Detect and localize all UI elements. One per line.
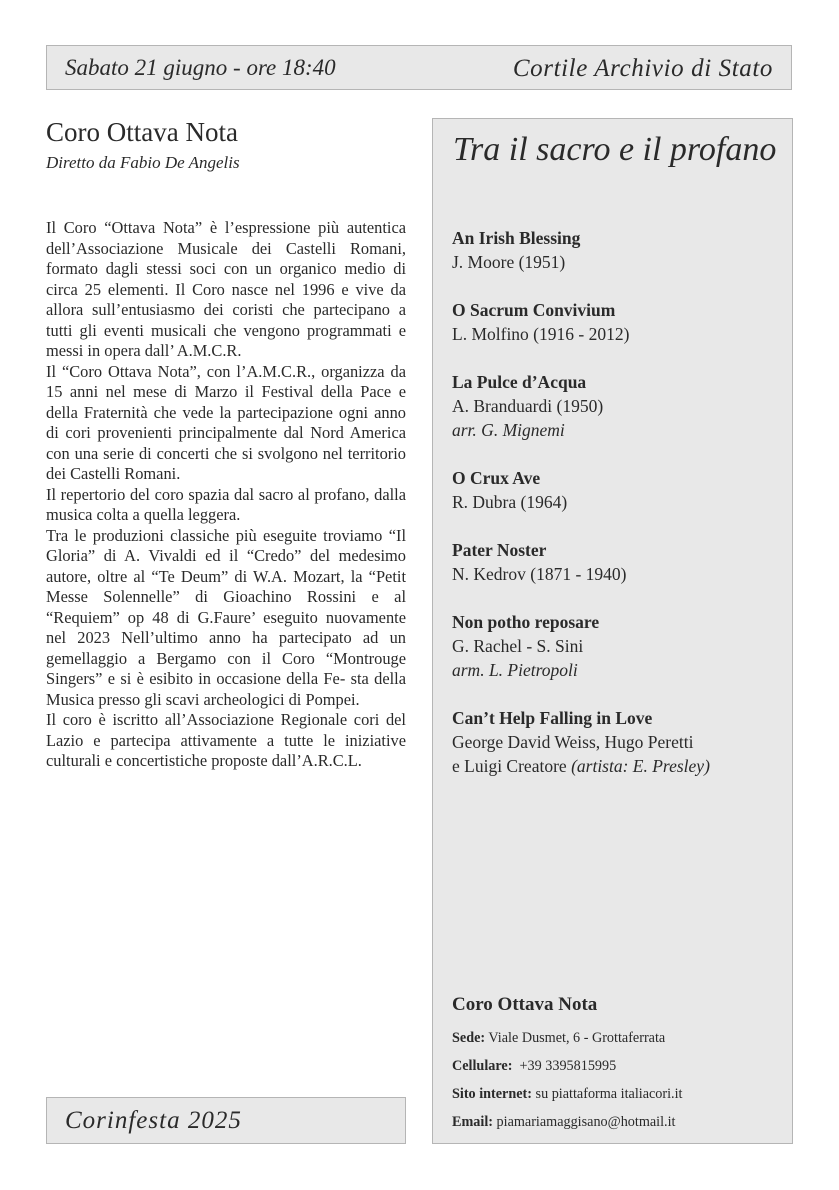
bio-paragraph: Il “Coro Ottava Nota”, con l’A.M.C.R., organizza da 15 anni nel mese di Marzo il Festival della Pace e della Fraternità che vede la partecipazione ogni anno di cori provenienti principalmente dal Nord America con una serie di concerti che si svolgono nel territorio dei Castelli Romani. xyxy=(46,361,406,483)
header-bar xyxy=(46,45,792,90)
contact-info xyxy=(452,994,787,1136)
piece-artist-note: (artista: E. Presley) xyxy=(571,756,710,776)
piece-composer: A. Branduardi (1950) xyxy=(452,396,604,416)
program-item xyxy=(452,538,782,586)
phone-label: Cellulare: xyxy=(452,1058,513,1074)
website-label: Sito internet: xyxy=(452,1086,532,1102)
program-item xyxy=(452,226,782,274)
bio-paragraph: Il Coro “Ottava Nota” è l’espressione più autentica dell’Associazione Musicale dei Castelli Romani, formato dagli stessi soci con un organico medio di circa 25 elementi. Il Coro nasce nel 1996 e vive da allora sull’entusiasmo dei coristi che partecipano a tutti gli eventi musicali che vengono programmati e messi in opera dall’ A.M.C.R. xyxy=(46,218,406,360)
piece-title: La Pulce d’Acqua xyxy=(452,372,587,392)
contact-email xyxy=(452,1108,787,1136)
piece-composer-line2: e Luigi Creatore xyxy=(452,756,567,776)
address-value: Viale Dusmet, 6 - Grottaferrata xyxy=(488,1030,666,1046)
piece-title: Can’t Help Falling in Love xyxy=(452,708,653,728)
festival-name: Corinfesta 2025 xyxy=(65,1107,242,1134)
bio-paragraph: Il coro è iscritto all’Associazione Regionale cori del Lazio e partecipa attivamente a tutte le iniziative culturali e concertistiche proposte dall’A.R.C.L. xyxy=(46,710,406,770)
program-item xyxy=(452,466,782,514)
piece-arranger: arm. L. Pietropoli xyxy=(452,660,578,680)
piece-composer: N. Kedrov (1871 - 1940) xyxy=(452,564,627,584)
piece-title: Non potho reposare xyxy=(452,612,600,632)
contact-title: Coro Ottava Nota xyxy=(452,994,598,1015)
contact-address xyxy=(452,1024,787,1052)
program-title: Tra il sacro e il profano xyxy=(453,131,777,168)
phone-value: +39 3395815995 xyxy=(519,1058,617,1074)
piece-composer: L. Molfino (1916 - 2012) xyxy=(452,324,630,344)
choir-biography xyxy=(46,218,406,772)
event-venue: Cortile Archivio di Stato xyxy=(512,55,773,82)
email-value: piamariamaggisano@hotmail.it xyxy=(496,1114,676,1130)
piece-composer: J. Moore (1951) xyxy=(452,252,566,272)
piece-title: Pater Noster xyxy=(452,540,547,560)
piece-composer: George David Weiss, Hugo Peretti xyxy=(452,732,694,752)
footer-bar xyxy=(46,1097,406,1144)
website-value: su piattaforma italiacori.it xyxy=(535,1086,683,1102)
choir-title: Coro Ottava Nota xyxy=(46,117,238,147)
bio-paragraph: Il repertorio del coro spazia dal sacro al profano, dalla musica colta a quella leggera. xyxy=(46,484,406,524)
program-item xyxy=(452,370,782,442)
bio-paragraph: Tra le produzioni classiche più eseguite troviamo “Il Gloria” di A. Vivaldi ed il “Credo” del medesimo autore, oltre al “Te Deum” di W.A. Mozart, la “Petit Messe Solennelle” di Gioachino Rossini e al “Requiem” op 48 di G.Faure’ eseguito nuovamente nel 2023 Nell’ultimo anno ha partecipato ad un gemellaggio a Bergamo con il Coro “Montrouge Singers” e si è esibito in occasione della Fe- sta della Musica presso gli scavi archeologici di Pompei. xyxy=(46,525,406,709)
contact-phone xyxy=(452,1052,787,1080)
event-date-time: Sabato 21 giugno - ore 18:40 xyxy=(65,55,336,80)
program-item xyxy=(452,610,782,682)
piece-title: O Sacrum Convivium xyxy=(452,300,616,320)
program-list xyxy=(452,226,782,802)
piece-arranger: arr. G. Mignemi xyxy=(452,420,565,440)
program-item xyxy=(452,298,782,346)
program-panel xyxy=(432,118,793,1144)
piece-composer-continued xyxy=(452,754,782,778)
contact-website xyxy=(452,1080,787,1108)
piece-composer: R. Dubra (1964) xyxy=(452,492,568,512)
piece-composer: G. Rachel - S. Sini xyxy=(452,636,584,656)
email-label: Email: xyxy=(452,1114,493,1130)
piece-title: An Irish Blessing xyxy=(452,228,581,248)
piece-title: O Crux Ave xyxy=(452,468,541,488)
choir-director: Diretto da Fabio De Angelis xyxy=(46,153,240,172)
address-label: Sede: xyxy=(452,1030,486,1046)
program-item xyxy=(452,706,782,778)
